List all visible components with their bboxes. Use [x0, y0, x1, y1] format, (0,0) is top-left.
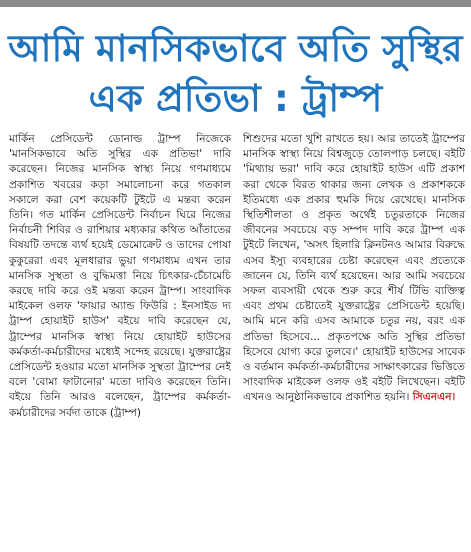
article-body [9, 132, 465, 552]
article-column-left [9, 132, 231, 552]
article-headline [6, 24, 465, 124]
article-text-right: শিশুদের মতো খুশি রাখতে হয়। আর তাতেই ট্রাম্পের মানসিক স্বাস্থ্য নিয়ে বিশ্বজুড়ে তোলপাড় চলছে। বইটি 'মিথ্যায় ভরা' দাবি করে হোয়াইট হাউস এটি প্রকাশ করা থেকে বিরত থাকার জন্য লেখক ও প্রকাশককে ইতিমধ্যে এক প্রকার হুমকি দিয়ে রেখেছে। মানসিক স্থিতিশীলতা ও প্রকৃত অর্থেই চতুরতাকে নিজের জীবনের সবচেয়ে বড় সম্পদ দাবি করে ট্রাম্প এক টুইটে লিখেন, 'অসৎ হিলারি ক্লিনটনও আমার বিরুদ্ধে এসব ইস্যু ব্যবহারের চেষ্টা করেছেন এবং প্রত্যেকে জানেন যে, তিনি ব্যর্থ হয়েছেন। আর আমি সবচেয়ে সফল ব্যবসায়ী থেকে শুরু করে শীর্ষ টিভি ব্যক্তিত্ব এবং প্রথম চেষ্টাতেই যুক্তরাষ্ট্রের প্রেসিডেন্ট হয়েছি। আমি মনে করি এসব আমাকে চতুর নয়, বরং এক প্রতিভা হিসেবে... প্রকৃতপক্ষে অতি সুস্থির প্রতিভা হিসেবে যোগ্য করে তুলবে।' হোয়াইট হাউসের সাবেক ও বর্তমান কর্মকর্তা-কর্মচারীদের সাক্ষাৎকারের ভিত্তিতে সাংবাদিক মাইকেল ওলফ ওই বইটি লিখেছেন। বইটি এখনও আনুষ্ঠানিকভাবে প্রকাশিত হয়নি। [243, 133, 465, 404]
article-column-right [243, 132, 465, 552]
news-source: সিএনএন। [412, 391, 456, 404]
top-divider-bar [0, 0, 471, 7]
headline-line-2: এক প্রতিভা : ট্রাম্প [88, 77, 383, 120]
article-text-left: মার্কিন প্রেসিডেন্ট ডোনাল্ড ট্রাম্প নিজেকে 'মানসিকভাবে অতি সুস্থির এক প্রতিভা' দাবি করেছেন। নিজের মানসিক স্বাস্থ্য নিয়ে গণমাধ্যমে প্রকাশিত খবরের কড়া সমালোচনা করে গতকাল সকালে করা বেশ কয়েকটি টুইটে এ মন্তব্য করেন তিনি। গত মার্কিন প্রেসিডেন্ট নির্বাচন ঘিরে নিজের নির্বাচনী শিবির ও রাশিয়ার মধ্যকার কথিত আঁতাতের বিষয়টি তদন্তে ব্যর্থ হয়েই ডেমোক্রেট ও তাদের পোষা কুকুরেরা এবং মূলধারার ভুয়া গণমাধ্যম এখন তার মানসিক সুস্থতা ও বুদ্ধিমত্তা নিয়ে চিৎকার-চেঁচামেচি করছে দাবি করে ওই মন্তব্য করেন ট্রাম্প। সাংবাদিক মাইকেল ওলফ 'ফায়ার অ্যান্ড ফিউরি : ইনসাইড দ্য ট্রাম্প হোয়াইট হাউস' বইয়ে দাবি করেছেন যে, ট্রাম্পের মানসিক স্বাস্থ্য নিয়ে হোয়াইট হাউসের কর্মকর্তা-কর্মচারীদের মধ্যেই সন্দেহ রয়েছে। যুক্তরাষ্ট্রের প্রেসিডেন্ট হওয়ার মতো মানসিক সুস্থতা ট্রাম্পের নেই বলে 'বোমা ফাটানোর' মতো দাবিও করেছেন তিনি। বইয়ে তিনি আরও বলেছেন, ট্রাম্পের কর্মকর্তা-কর্মচারীদের সর্বদা তাকে (ট্রাম্প) [9, 133, 231, 419]
article-paragraph-right [243, 132, 465, 406]
headline-line-1: আমি মানসিকভাবে অতি সুস্থির [8, 27, 463, 70]
